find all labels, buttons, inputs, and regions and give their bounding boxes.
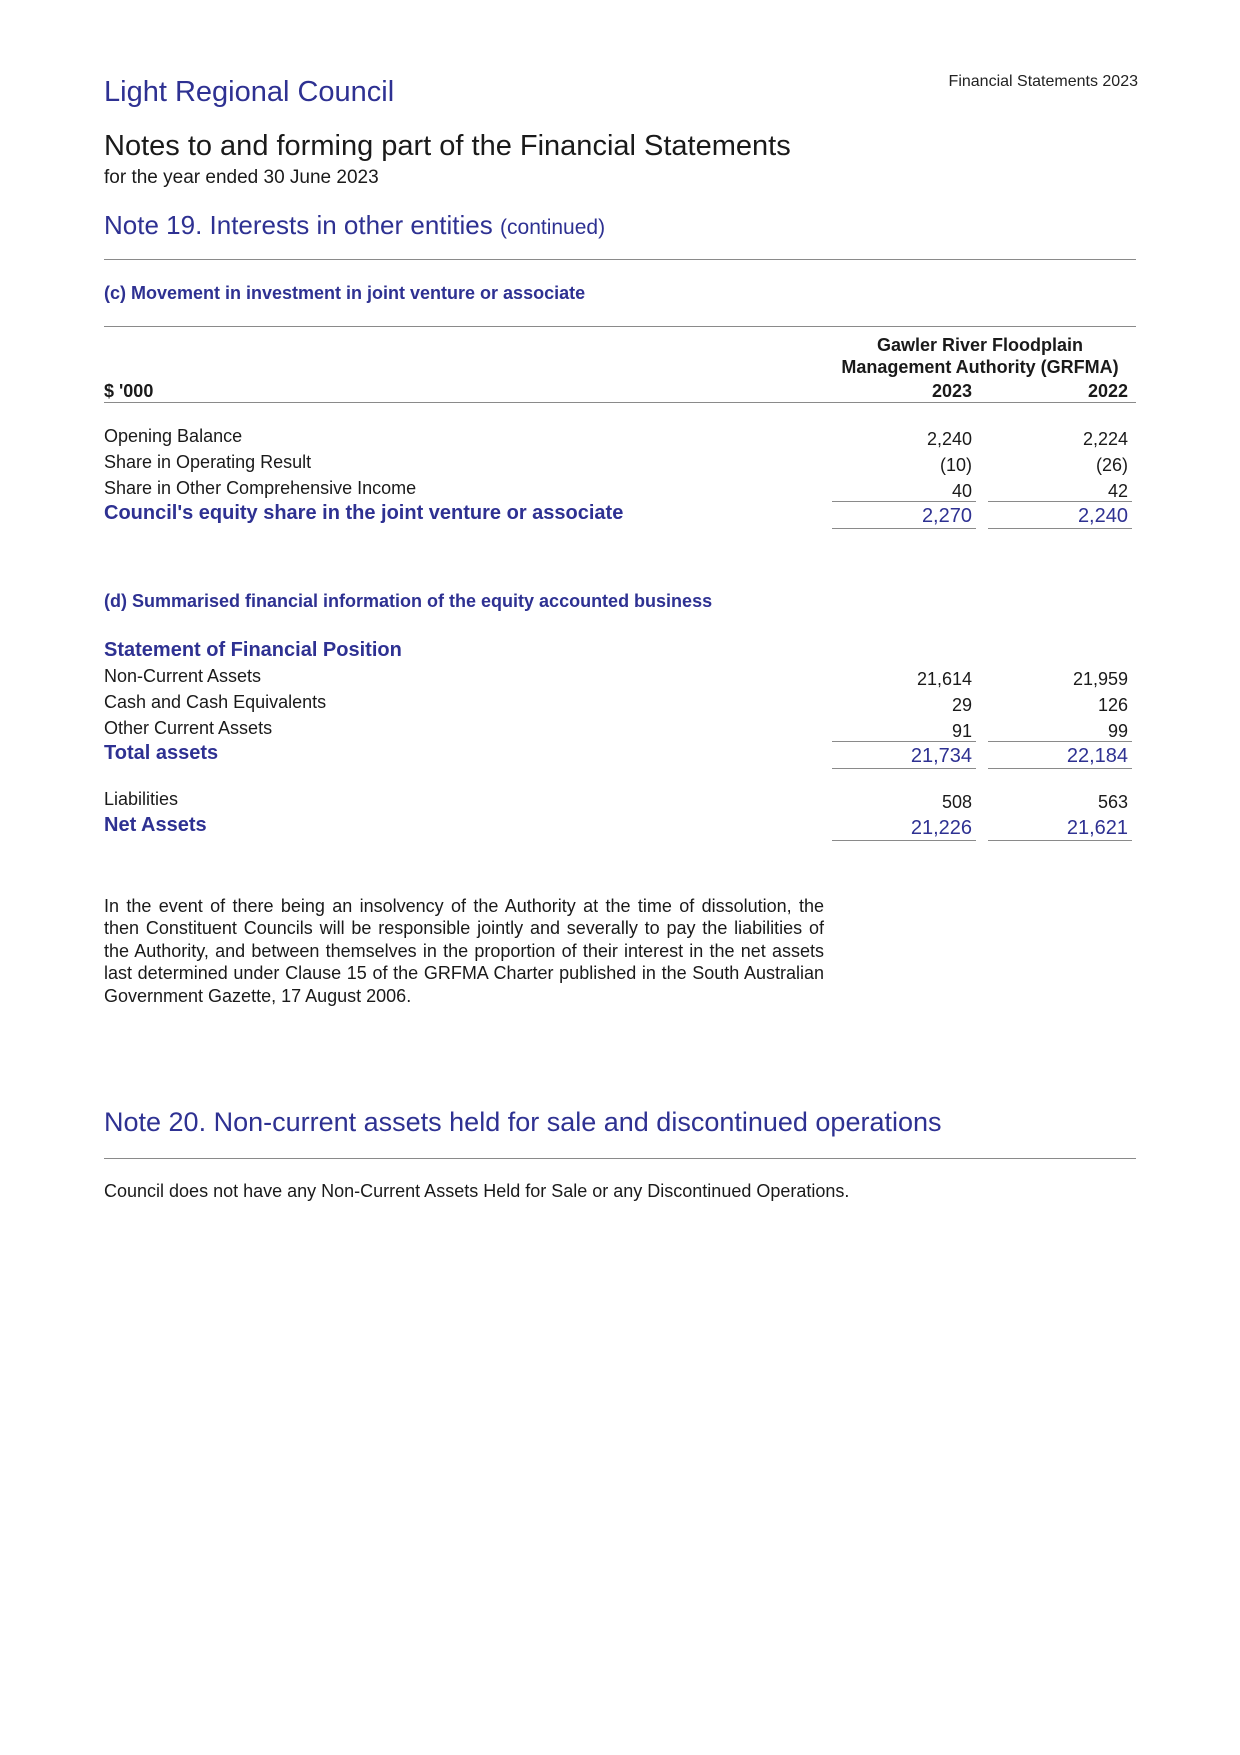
row-value-2022: 21,959 [1072,669,1128,689]
total-rule [988,528,1132,529]
row-value-2022: 2,224 [1082,429,1128,449]
row-label: Share in Operating Result [104,452,312,472]
net-assets-2022: 21,621 [1066,817,1128,839]
liabilities-label: Liabilities [104,789,179,809]
row-value-2022: 42 [1107,481,1128,501]
year-2022-header: 2022 [1087,381,1128,401]
council-name: Light Regional Council [104,76,395,108]
year-2023-header: 2023 [931,381,972,401]
row-value-2023: 91 [951,721,972,741]
note-20-text: Council does not have any Non-Current Assets Held for Sale or any Discontinued Operations. [104,1181,850,1201]
liabilities-2023: 508 [941,792,972,812]
total-rule [832,768,976,769]
row-label: Opening Balance [104,426,243,446]
page-title: Notes to and forming part of the Financial Statements [104,130,791,162]
divider [104,402,1136,403]
total-rule [832,840,976,841]
unit-label: $ '000 [104,381,154,401]
total-assets-2023: 21,734 [910,745,972,767]
divider [104,326,1136,327]
row-value-2023: (10) [939,455,972,475]
equity-share-total-label: Council's equity share in the joint venture or associate [104,502,624,524]
subtotal-rule [832,741,976,742]
row-label: Share in Other Comprehensive Income [104,478,417,498]
row-value-2022: 126 [1097,695,1128,715]
entity-column-header [830,334,1130,378]
total-rule [832,528,976,529]
subtotal-rule [988,501,1132,502]
section-d-heading: (d) Summarised financial information of the equity accounted business [104,591,713,611]
row-label: Cash and Cash Equivalents [104,692,327,712]
entity-name-line2: Management Authority (GRFMA) [841,357,1119,377]
row-value-2023: 21,614 [916,669,972,689]
section-c-heading: (c) Movement in investment in joint venture or associate [104,283,586,303]
row-label: Other Current Assets [104,718,273,738]
total-rule [988,840,1132,841]
divider [104,1158,1136,1159]
total-assets-2022: 22,184 [1066,745,1128,767]
note-19-title [104,210,605,241]
statement-subheading: Statement of Financial Position [104,639,402,661]
equity-share-total-2023: 2,270 [921,505,972,527]
note-19-continued: (continued) [500,216,606,239]
subtotal-rule [988,741,1132,742]
row-value-2022: (26) [1095,455,1128,475]
note-19-title-text: Note 19. Interests in other entities [104,210,493,240]
total-assets-label: Total assets [104,742,219,764]
row-value-2022: 99 [1107,721,1128,741]
subtotal-rule [832,501,976,502]
row-value-2023: 2,240 [926,429,972,449]
total-rule [988,768,1132,769]
document-label: Financial Statements 2023 [948,73,1138,90]
equity-share-total-2022: 2,240 [1077,505,1128,527]
entity-name-line1: Gawler River Floodplain [876,335,1084,355]
divider [104,259,1136,260]
liabilities-2022: 563 [1097,792,1128,812]
note-20-title: Note 20. Non-current assets held for sale and discontinued operations [104,1107,942,1137]
row-label: Non-Current Assets [104,666,262,686]
row-value-2023: 29 [951,695,972,715]
net-assets-label: Net Assets [104,814,207,836]
dissolution-paragraph: In the event of there being an insolvency of the Authority at the time of dissolution, the then Constituent Councils will be responsible jointly and severally to pay the liabilities of the Authority, and between themselves in the proportion of their interest in the net assets last determined under Clause 15 of the GRFMA Charter published in the South Australian Government Gazette, 17 August 2006. [104,896,824,1006]
net-assets-2023: 21,226 [910,817,972,839]
row-value-2023: 40 [951,481,972,501]
page-subtitle: for the year ended 30 June 2023 [104,167,379,188]
